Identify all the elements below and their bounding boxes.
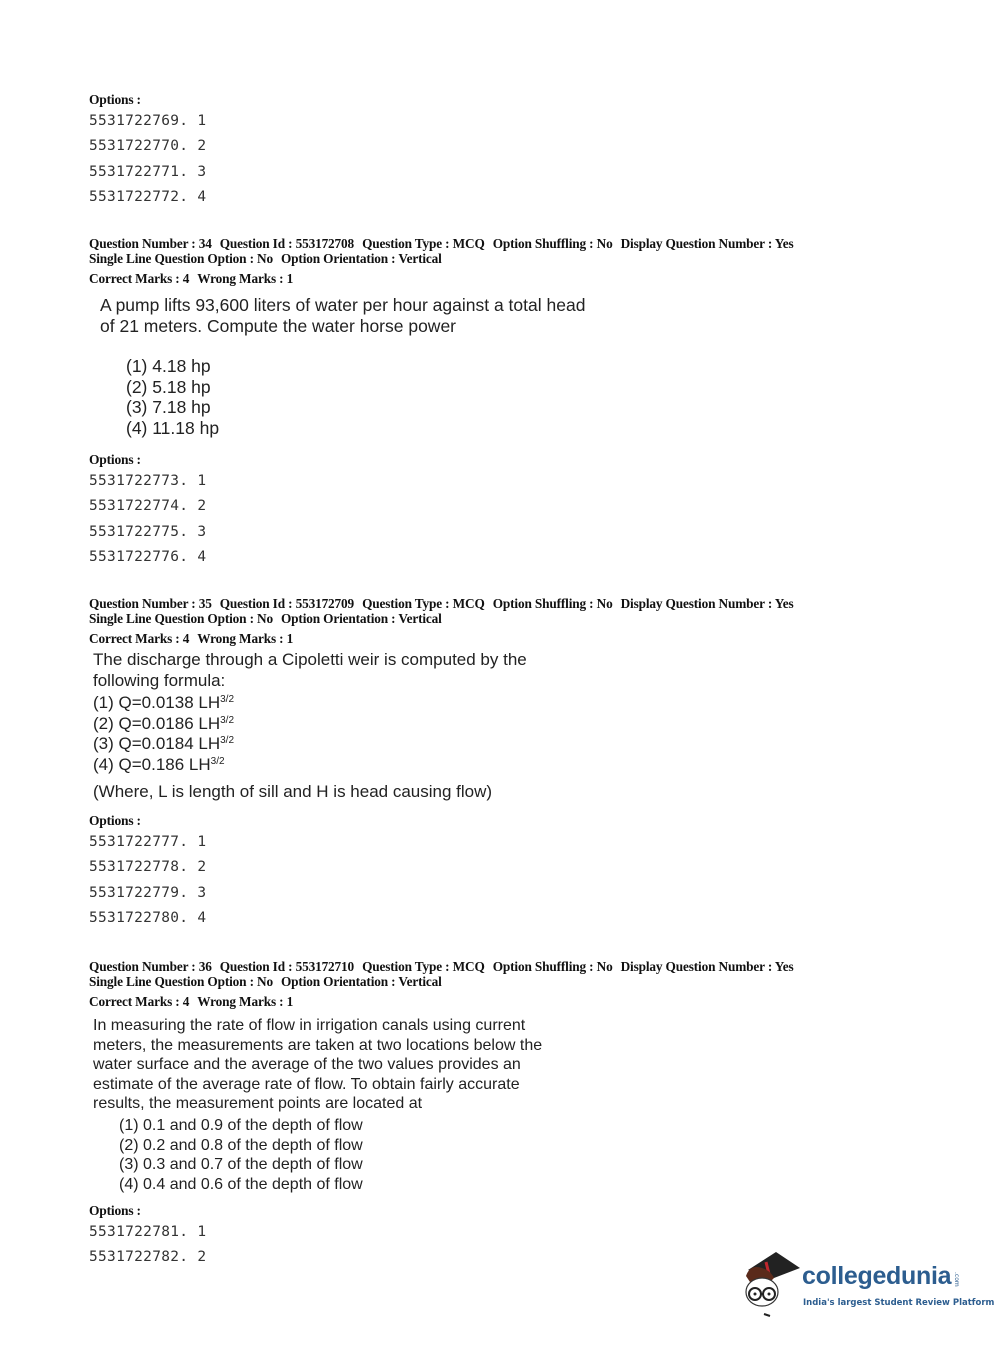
- options-label: Options :: [89, 452, 141, 467]
- correct-marks: Correct Marks : 4: [89, 631, 190, 646]
- question-id: Question Id : 553172710: [219, 959, 355, 974]
- choice: [93, 693, 234, 714]
- question-number: Question Number : 35: [89, 596, 212, 611]
- option-list: [89, 1220, 206, 1271]
- question-35-meta2: [89, 611, 450, 626]
- single-line-option: Single Line Question Option : No: [89, 251, 273, 266]
- question-34-marks: [89, 271, 301, 286]
- option-item: 5531722782. 2: [89, 1249, 207, 1266]
- question-line: estimate of the average rate of flow. To obtain fairly accurate: [93, 1075, 520, 1093]
- choice: (2) 0.2 and 0.8 of the depth of flow: [119, 1136, 363, 1154]
- choice: [93, 755, 234, 776]
- question-id: Question Id : 553172708: [219, 236, 355, 251]
- question-line: A pump lifts 93,600 liters of water per hour against a total head: [100, 295, 586, 315]
- choice: [93, 734, 234, 755]
- question-36-meta: [89, 959, 802, 974]
- question-34-text: [100, 295, 585, 336]
- option-item: 5531722780. 4: [89, 909, 207, 926]
- option-item: 5531722773. 1: [89, 473, 207, 489]
- question-36-text: [93, 1016, 542, 1114]
- choice: (3) 0.3 and 0.7 of the depth of flow: [119, 1156, 363, 1173]
- question-number: Question Number : 36: [89, 959, 212, 974]
- options-label: Options :: [89, 1203, 141, 1218]
- question-36-choices: [119, 1116, 363, 1194]
- choice-text: (4) Q=0.186 LH: [93, 754, 211, 774]
- question-line: following formula:: [93, 670, 226, 690]
- choice-text: (1) Q=0.0138 LH: [93, 693, 221, 712]
- question-35-note: (Where, L is length of sill and H is head causing flow): [93, 782, 493, 801]
- question-34-choices: [126, 356, 219, 438]
- question-line: meters, the measurements are taken at two locations below the: [93, 1036, 543, 1054]
- option-orientation: Option Orientation : Vertical: [280, 251, 442, 266]
- option-orientation: Option Orientation : Vertical: [280, 974, 442, 989]
- logo-wordmark: [802, 1262, 960, 1291]
- correct-marks: Correct Marks : 4: [89, 271, 190, 286]
- correct-marks: Correct Marks : 4: [89, 994, 190, 1009]
- choice-text: (2) Q=0.0186 LH: [93, 713, 221, 733]
- display-question-number: Display Question Number : Yes: [620, 596, 794, 611]
- question-line: The discharge through a Cipoletti weir is computed by the: [93, 650, 527, 669]
- option-item: 5531722769. 1: [89, 113, 207, 129]
- option-shuffling: Option Shuffling : No: [492, 959, 613, 974]
- option-item: 5531722781. 1: [89, 1224, 207, 1240]
- option-item: 5531722776. 4: [89, 548, 207, 565]
- mascot-icon: [740, 1248, 802, 1320]
- question-36-meta2: [89, 974, 450, 989]
- choice: [93, 714, 234, 735]
- logo-suffix: .com: [953, 1272, 961, 1287]
- option-shuffling: Option Shuffling : No: [492, 236, 613, 251]
- logo-tagline: India's largest Student Review Platform: [803, 1298, 995, 1308]
- option-item: 5531722777. 1: [89, 834, 207, 850]
- option-item: 5531722772. 4: [89, 188, 207, 205]
- question-type: Question Type : MCQ: [362, 596, 485, 611]
- collegedunia-logo: [740, 1248, 995, 1323]
- choice: (2) 5.18 hp: [126, 376, 211, 397]
- display-question-number: Display Question Number : Yes: [620, 236, 794, 251]
- question-34-meta2: [89, 251, 450, 266]
- single-line-option: Single Line Question Option : No: [89, 611, 273, 626]
- exponent: 3/2: [220, 735, 235, 746]
- logo-name: collegedunia: [802, 1262, 952, 1290]
- question-line: results, the measurement points are located at: [93, 1095, 423, 1112]
- question-35-choices: [93, 693, 234, 775]
- option-shuffling: Option Shuffling : No: [492, 596, 613, 611]
- choice: (4) 0.4 and 0.6 of the depth of flow: [119, 1175, 363, 1193]
- exponent: 3/2: [210, 755, 225, 767]
- question-35-meta: [89, 596, 802, 611]
- exponent: 3/2: [220, 714, 235, 726]
- choice: (4) 11.18 hp: [126, 417, 220, 438]
- question-line: water surface and the average of the two values provides an: [93, 1056, 521, 1073]
- wrong-marks: Wrong Marks : 1: [197, 631, 294, 646]
- question-line: In measuring the rate of flow in irrigation canals using current: [93, 1017, 526, 1034]
- option-list: [89, 830, 206, 931]
- option-orientation: Option Orientation : Vertical: [280, 611, 442, 626]
- exponent: 3/2: [220, 694, 235, 705]
- option-list: [89, 109, 206, 210]
- display-question-number: Display Question Number : Yes: [620, 959, 794, 974]
- question-35-marks: [89, 631, 301, 646]
- option-list: [89, 469, 206, 570]
- question-type: Question Type : MCQ: [362, 959, 485, 974]
- single-line-option: Single Line Question Option : No: [89, 974, 273, 989]
- question-line: of 21 meters. Compute the water horse power: [100, 315, 457, 336]
- options-label: Options :: [89, 92, 141, 107]
- question-34-meta: [89, 236, 802, 251]
- question-id: Question Id : 553172709: [219, 596, 355, 611]
- wrong-marks: Wrong Marks : 1: [197, 271, 294, 286]
- options-label: Options :: [89, 813, 141, 828]
- option-item: 5531722774. 2: [89, 498, 207, 515]
- wrong-marks: Wrong Marks : 1: [197, 994, 294, 1009]
- question-36-marks: [89, 994, 301, 1009]
- option-item: 5531722778. 2: [89, 859, 207, 876]
- option-item: 5531722779. 3: [89, 884, 207, 901]
- question-number: Question Number : 34: [89, 236, 212, 251]
- option-item: 5531722775. 3: [89, 523, 207, 540]
- question-35-text: [93, 650, 527, 691]
- choice-text: (3) Q=0.0184 LH: [93, 734, 221, 753]
- choice: (3) 7.18 hp: [126, 397, 211, 417]
- option-item: 5531722770. 2: [89, 138, 207, 155]
- choice: (1) 4.18 hp: [126, 356, 211, 376]
- choice: (1) 0.1 and 0.9 of the depth of flow: [119, 1117, 363, 1134]
- question-type: Question Type : MCQ: [362, 236, 485, 251]
- option-item: 5531722771. 3: [89, 163, 207, 180]
